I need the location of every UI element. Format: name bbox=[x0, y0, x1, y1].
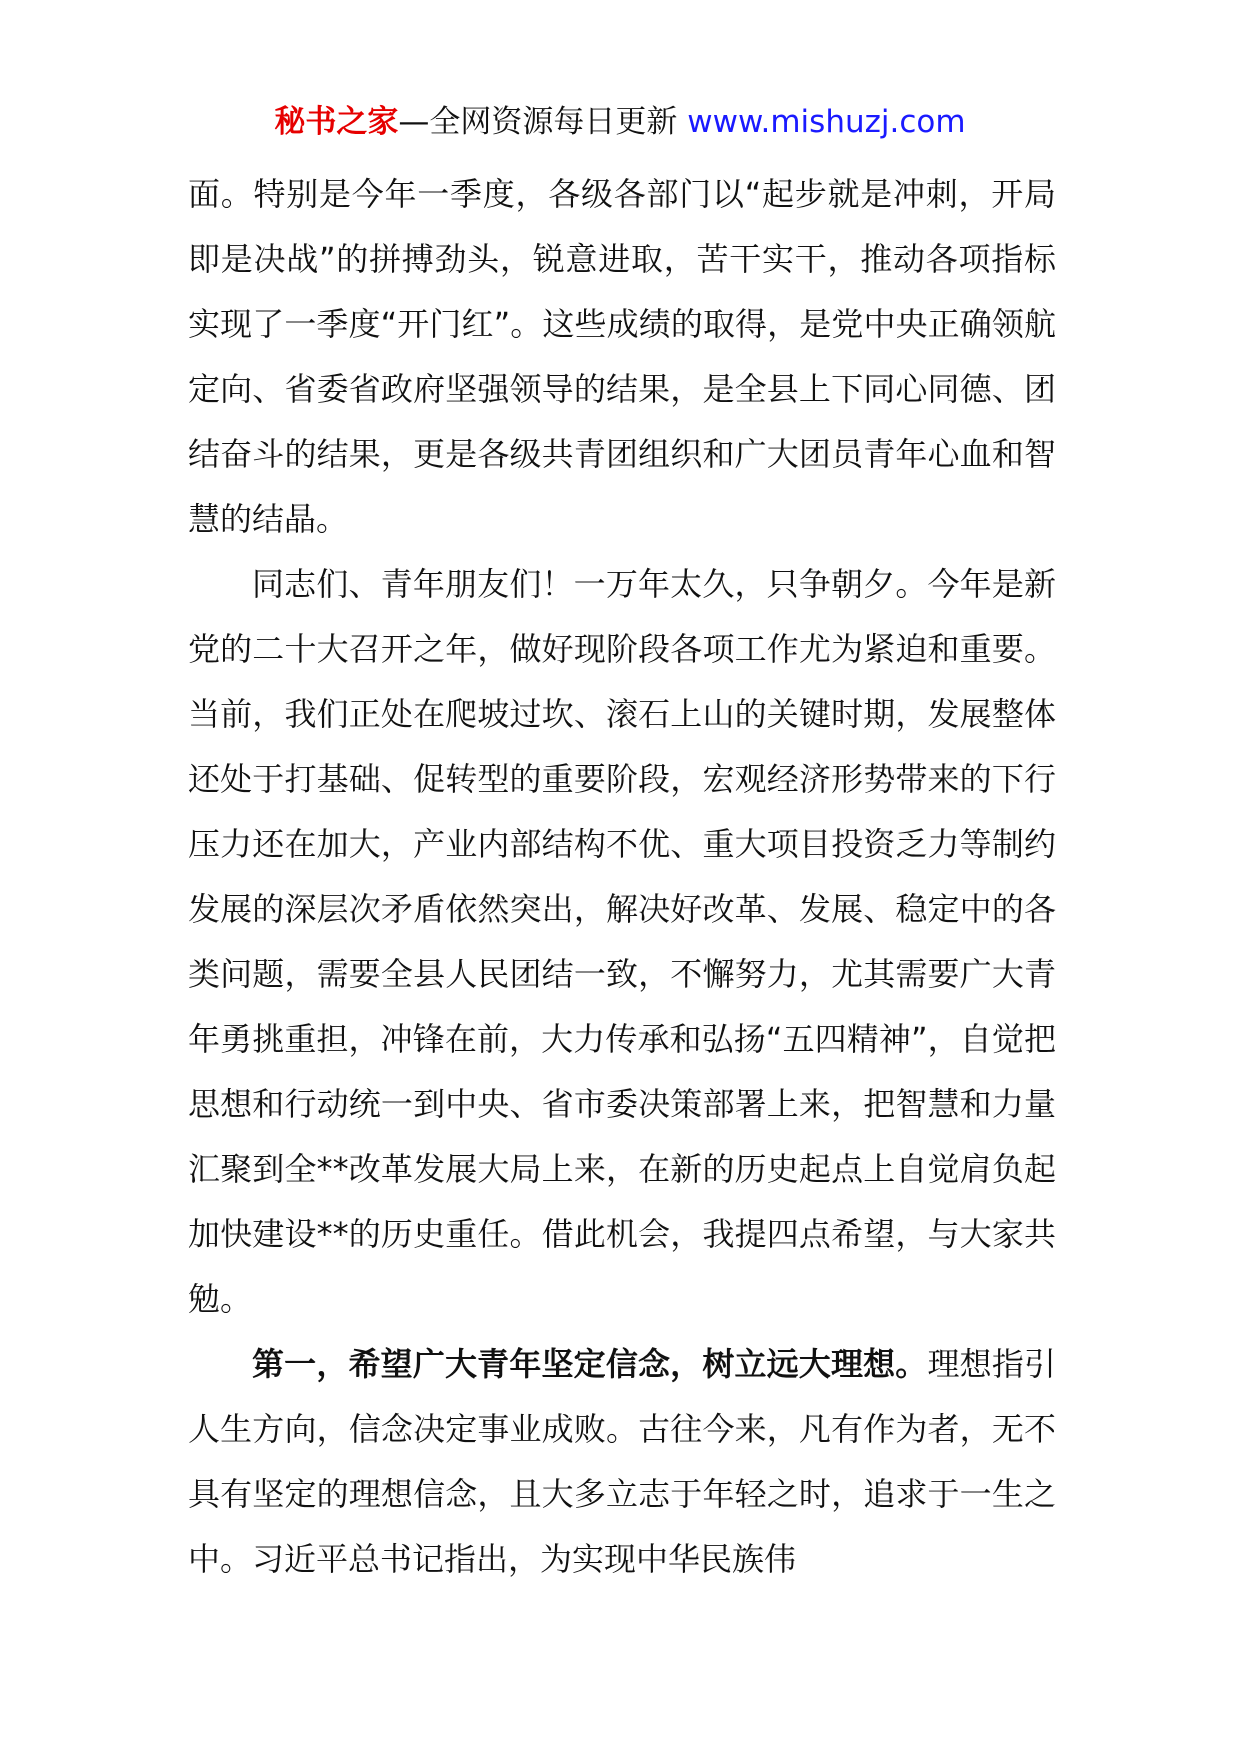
paragraph-lead: 第一，希望广大青年坚定信念，树立远大理想。 bbox=[252, 1345, 928, 1383]
document-body bbox=[188, 162, 1056, 1592]
brand-name: 秘书之家 bbox=[274, 104, 399, 140]
page-header bbox=[0, 100, 1240, 144]
paragraph-address: 同志们、青年朋友们！一万年太久，只争朝夕。今年是新党的二十大召开之年，做好现阶段各项工作尤为紧迫和重要。当前，我们正处在爬坡过坎、滚石上山的关键时期，发展整体还处于打基础、促转型的重要阶段，宏观经济形势带来的下行压力还在加大，产业内部结构不优、重大项目投资乏力等制约发展的深层次矛盾依然突出，解决好改革、发展、稳定中的各类问题，需要全县人民团结一致，不懈努力，尤其需要广大青年勇挑重担，冲锋在前，大力传承和弘扬“五四精神”，自觉把思想和行动统一到中央、省市委决策部署上来，把智慧和力量汇聚到全**改革发展大局上来，在新的历史起点上自觉肩负起加快建设**的历史重任。借此机会，我提四点希望，与大家共勉。 bbox=[188, 565, 1056, 1318]
paragraph-continued: 面。特别是今年一季度，各级各部门以“起步就是冲刺，开局即是决战”的拼搏劲头，锐意进取，苦干实干，推动各项指标实现了一季度“开门红”。这些成绩的取得，是党中央正确领航定向、省委省政府坚强领导的结果，是全县上下同心同德、团结奋斗的结果，更是各级共青团组织和广大团员青年心血和智慧的结晶。 bbox=[188, 175, 1056, 538]
paragraph-text: 理想指引人生方向，信念决定事业成败。古往今来，凡有作为者，无不具有坚定的理想信念，且大多立志于年轻之时，追求于一生之中。习近平总书记指出，为实现中华民族伟 bbox=[188, 1345, 1056, 1578]
header-tagline: —全网资源每日更新 bbox=[398, 104, 688, 140]
website-link[interactable]: www.mishuzj.com bbox=[687, 104, 966, 140]
paragraph-hope-one bbox=[188, 1332, 1056, 1592]
